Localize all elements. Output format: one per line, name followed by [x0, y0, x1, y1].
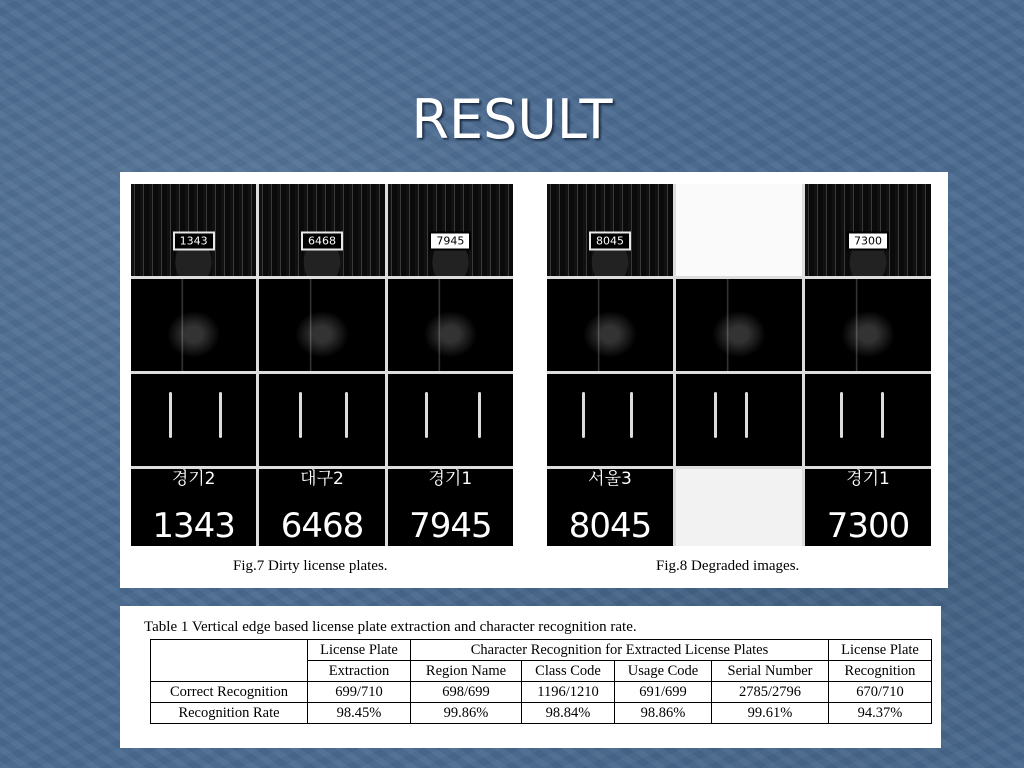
plate-region: 경기1	[846, 469, 890, 489]
corner-cell	[151, 640, 308, 682]
edge-image	[259, 279, 384, 371]
header-recognition: License Plate	[829, 640, 932, 661]
vertical-edge-image	[388, 374, 513, 466]
car-image	[131, 184, 256, 276]
figure-7-caption: Fig.7 Dirty license plates.	[233, 558, 388, 574]
plate-region: 서울3	[588, 469, 632, 489]
edge-line	[582, 392, 585, 438]
edge-line	[299, 392, 302, 438]
extracted-plate	[388, 469, 513, 546]
edge-line	[745, 392, 748, 438]
figure-panel	[120, 172, 948, 588]
car-image	[805, 184, 931, 276]
edge-line	[478, 392, 481, 438]
car-image	[259, 184, 384, 276]
plate-number: 1343	[152, 506, 235, 546]
figure-7-image-grid	[131, 184, 513, 546]
edge-line	[630, 392, 633, 438]
slide-title: RESULT	[411, 88, 613, 151]
table-cell: 1196/1210	[522, 682, 615, 703]
car-image	[547, 184, 673, 276]
vertical-edge-image	[547, 374, 673, 466]
extracted-plate	[259, 469, 384, 546]
table-cell: 699/710	[308, 682, 411, 703]
figure-8-caption: Fig.8 Degraded images.	[656, 558, 800, 574]
edge-line	[169, 392, 172, 438]
mini-plate: 1343	[173, 232, 215, 251]
header-char-recognition: Character Recognition for Extracted License Plates	[411, 640, 829, 661]
mini-plate: 8045	[589, 232, 631, 251]
results-table	[150, 639, 932, 724]
subheader-usage-code: Usage Code	[615, 661, 712, 682]
mini-plate: 6468	[301, 232, 343, 251]
vertical-edge-image	[259, 374, 384, 466]
table-row	[151, 703, 932, 724]
table-header-row	[151, 640, 932, 661]
table-cell: 2785/2796	[712, 682, 829, 703]
plate-region: 경기1	[428, 469, 473, 489]
table-cell: 94.37%	[829, 703, 932, 724]
table-cell: 98.86%	[615, 703, 712, 724]
table-cell: 691/699	[615, 682, 712, 703]
table-cell: 99.61%	[712, 703, 829, 724]
edge-line	[219, 392, 222, 438]
extracted-plate	[805, 469, 931, 546]
plate-number: 7945	[409, 506, 492, 546]
edge-line	[714, 392, 717, 438]
vertical-edge-image	[131, 374, 256, 466]
table-cell: 98.45%	[308, 703, 411, 724]
row-label: Correct Recognition	[151, 682, 308, 703]
header-extraction-line2: Extraction	[308, 661, 411, 682]
extracted-plate-degraded	[676, 469, 802, 546]
plate-number: 6468	[280, 506, 364, 546]
edge-image	[805, 279, 931, 371]
mini-plate: 7945	[429, 232, 471, 251]
row-label: Recognition Rate	[151, 703, 308, 724]
plate-number: 8045	[568, 506, 652, 546]
extracted-plate	[131, 469, 256, 546]
table-row	[151, 682, 932, 703]
subheader-class-code: Class Code	[522, 661, 615, 682]
figure-8-image-grid	[547, 184, 931, 546]
edge-image	[547, 279, 673, 371]
extracted-plate	[547, 469, 673, 546]
mini-plate: 7300	[847, 232, 889, 251]
vertical-edge-image	[805, 374, 931, 466]
table-panel	[120, 606, 941, 748]
plate-number: 7300	[826, 506, 910, 546]
table-caption: Table 1 Vertical edge based license plate extraction and character recognition rate.	[144, 619, 637, 635]
vertical-edge-image	[676, 374, 802, 466]
header-extraction: License Plate	[308, 640, 411, 661]
edge-line	[345, 392, 348, 438]
subheader-serial-number: Serial Number	[712, 661, 829, 682]
car-image	[676, 184, 802, 276]
table-cell: 670/710	[829, 682, 932, 703]
table-cell: 98.84%	[522, 703, 615, 724]
edge-image	[131, 279, 256, 371]
subheader-region-name: Region Name	[411, 661, 522, 682]
edge-line	[881, 392, 884, 438]
table-cell: 698/699	[411, 682, 522, 703]
edge-image	[676, 279, 802, 371]
plate-region: 경기2	[171, 469, 216, 489]
edge-line	[425, 392, 428, 438]
table-cell: 99.86%	[411, 703, 522, 724]
edge-line	[840, 392, 843, 438]
plate-region: 대구2	[300, 469, 344, 489]
edge-image	[388, 279, 513, 371]
car-image	[388, 184, 513, 276]
header-recognition-line2: Recognition	[829, 661, 932, 682]
